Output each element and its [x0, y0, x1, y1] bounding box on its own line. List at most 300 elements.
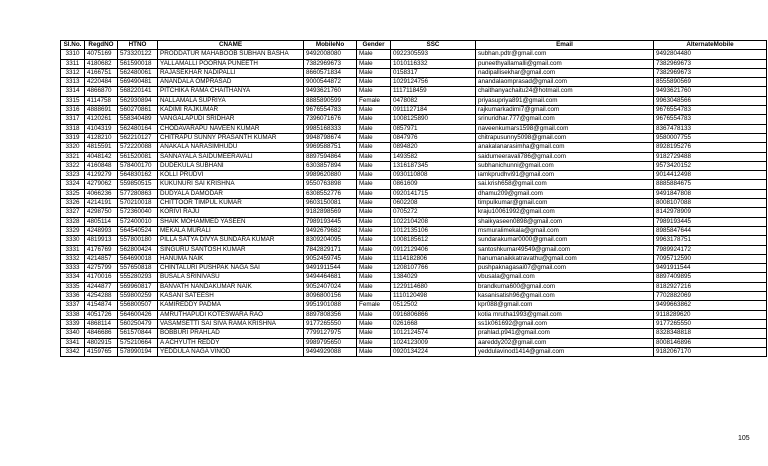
ssc-cell: 0916806866: [391, 310, 476, 319]
regdno-cell: 4104319: [85, 124, 118, 133]
ssc-cell: 1022104208: [391, 217, 476, 226]
htno-cell: 562480061: [118, 68, 158, 77]
ssc-cell: 0602208: [391, 199, 476, 208]
htno-cell: 572360040: [118, 208, 158, 217]
mobileno-cell: 8309204095: [304, 236, 357, 245]
ssc-cell: 0920134224: [391, 347, 476, 356]
regdno-cell: 4846686: [85, 329, 118, 338]
gender-cell: Male: [357, 329, 391, 338]
slno-cell: 3338: [61, 310, 85, 319]
gender-cell: Male: [357, 310, 391, 319]
slno-cell: 3322: [61, 161, 85, 170]
htno-cell: 562930894: [118, 96, 158, 105]
gender-cell: Male: [357, 236, 391, 245]
slno-cell: 3310: [61, 50, 85, 59]
table-row: [61, 310, 767, 319]
htno-cell: 562800424: [118, 245, 158, 254]
mobileno-cell: 9989620880: [304, 171, 357, 180]
htno-cell: 575210664: [118, 338, 158, 347]
cname-cell: CHINTALURI PUSHPAK NAGA SAI: [158, 264, 304, 273]
gender-cell: Male: [357, 124, 391, 133]
ssc-cell: 1008125890: [391, 115, 476, 124]
mobileno-cell: 7989193445: [304, 217, 357, 226]
gender-cell: Male: [357, 217, 391, 226]
alternate-mobile-cell: 8142978909: [654, 208, 767, 217]
regdno-cell: 4048142: [85, 152, 118, 161]
alternate-mobile-cell: 8928195276: [654, 143, 767, 152]
gender-cell: Male: [357, 78, 391, 87]
gender-cell: Male: [357, 152, 391, 161]
cname-cell: MEKALA MURALI: [158, 226, 304, 235]
ssc-cell: 0261668: [391, 319, 476, 328]
mobileno-cell: 7799127975: [304, 329, 357, 338]
ssc-cell: 0861609: [391, 180, 476, 189]
regdno-cell: 4802915: [85, 338, 118, 347]
email-cell: vbusala@gmail.com: [476, 273, 654, 282]
email-cell: aareddy202@gmail.com: [476, 338, 654, 347]
alternate-mobile-cell: 9580007755: [654, 133, 767, 142]
table-row: [61, 59, 767, 68]
alternate-mobile-cell: 9573420152: [654, 161, 767, 170]
gender-cell: Male: [357, 161, 391, 170]
gender-cell: Male: [357, 264, 391, 273]
ssc-cell: 1029124756: [391, 78, 476, 87]
gender-cell: Male: [357, 180, 391, 189]
cname-cell: KORIVI RAJU: [158, 208, 304, 217]
ssc-cell: 1008185612: [391, 236, 476, 245]
alternate-mobile-cell: 9182067170: [654, 347, 767, 356]
regdno-cell: 4051726: [85, 310, 118, 319]
email-cell: timpulkumar@gmail.com: [476, 199, 654, 208]
regdno-cell: 4220484: [85, 78, 118, 87]
mobileno-cell: 9951901088: [304, 301, 357, 310]
slno-cell: 3326: [61, 199, 85, 208]
table-row: [61, 189, 767, 198]
mobileno-cell: 9969588751: [304, 143, 357, 152]
cname-cell: KASANI SATEESH: [158, 292, 304, 301]
alternate-mobile-cell: 9963048566: [654, 96, 767, 105]
htno-cell: 564830162: [118, 171, 158, 180]
gender-cell: Male: [357, 59, 391, 68]
email-cell: puneethyallamalli@gmail.com: [476, 59, 654, 68]
gender-cell: Male: [357, 50, 391, 59]
alternate-mobile-cell: 8328348818: [654, 329, 767, 338]
htno-cell: 570210018: [118, 199, 158, 208]
ssc-cell: 0894820: [391, 143, 476, 152]
cname-cell: SANNAYALA SAIDUMEERAVALI: [158, 152, 304, 161]
cname-cell: PITCHIKA RAMA CHAITHANYA: [158, 87, 304, 96]
header-gender: Gender: [357, 41, 391, 50]
table-row: [61, 115, 767, 124]
mobileno-cell: 7842829171: [304, 245, 357, 254]
mobileno-cell: 9985168333: [304, 124, 357, 133]
email-cell: ss1k061692@gmail.com: [476, 319, 654, 328]
email-cell: subhan.pdtr@gmail.com: [476, 50, 654, 59]
mobileno-cell: 9493621760: [304, 87, 357, 96]
slno-cell: 3336: [61, 292, 85, 301]
cname-cell: VASAMSETTI SAI SIVA RAMA KRISHNA: [158, 319, 304, 328]
gender-cell: Male: [357, 199, 391, 208]
table-row: [61, 96, 767, 105]
gender-cell: Male: [357, 133, 391, 142]
table-row: [61, 199, 767, 208]
htno-cell: 564600426: [118, 310, 158, 319]
regdno-cell: 4075169: [85, 50, 118, 59]
mobileno-cell: 9052407024: [304, 282, 357, 291]
slno-cell: 3315: [61, 96, 85, 105]
email-cell: anandalaomprasad@gmail.com: [476, 78, 654, 87]
cname-cell: KOLLI PRUDVI: [158, 171, 304, 180]
slno-cell: 3337: [61, 301, 85, 310]
alternate-mobile-cell: 9491847808: [654, 189, 767, 198]
table-row: [61, 273, 767, 282]
htno-cell: 559800259: [118, 292, 158, 301]
table-row: [61, 338, 767, 347]
mobileno-cell: 9000544872: [304, 78, 357, 87]
email-cell: dhamu209@gmail.com: [476, 189, 654, 198]
cname-cell: A ACHYUTH REDDY: [158, 338, 304, 347]
htno-cell: 564690018: [118, 254, 158, 263]
slno-cell: 3331: [61, 245, 85, 254]
cname-cell: YALLAMALLI POORNA PUNEETH: [158, 59, 304, 68]
mobileno-cell: 7382969673: [304, 59, 357, 68]
regdno-cell: 4129279: [85, 171, 118, 180]
cname-cell: KAMIREDDY PADMA: [158, 301, 304, 310]
mobileno-cell: 9182898569: [304, 208, 357, 217]
gender-cell: Female: [357, 96, 391, 105]
slno-cell: 3319: [61, 133, 85, 142]
gender-cell: Male: [357, 226, 391, 235]
alternate-mobile-cell: 7989924172: [654, 245, 767, 254]
header-regdno: RegdNO: [85, 41, 118, 50]
slno-cell: 3323: [61, 171, 85, 180]
table-row: [61, 217, 767, 226]
cname-cell: BUSALA SRINIVASU: [158, 273, 304, 282]
regdno-cell: 4868114: [85, 319, 118, 328]
slno-cell: 3340: [61, 329, 85, 338]
htno-cell: 578400170: [118, 161, 158, 170]
slno-cell: 3316: [61, 106, 85, 115]
slno-cell: 3333: [61, 264, 85, 273]
alternate-mobile-cell: 9177265550: [654, 319, 767, 328]
gender-cell: Male: [357, 347, 391, 356]
ssc-cell: 1208107766: [391, 264, 476, 273]
alternate-mobile-cell: 9182729488: [654, 152, 767, 161]
regdno-cell: 4170016: [85, 273, 118, 282]
cname-cell: NALLAMALA SUPRIYA: [158, 96, 304, 105]
regdno-cell: 4244877: [85, 282, 118, 291]
alternate-mobile-cell: 9493621760: [654, 87, 767, 96]
htno-cell: 560270861: [118, 106, 158, 115]
htno-cell: 572400010: [118, 217, 158, 226]
htno-cell: 558340489: [118, 115, 158, 124]
htno-cell: 561570844: [118, 329, 158, 338]
regdno-cell: 4819913: [85, 236, 118, 245]
email-cell: santoshkumar49549@gmail.com: [476, 245, 654, 254]
table-row: [61, 78, 767, 87]
regdno-cell: 4176769: [85, 245, 118, 254]
ssc-cell: 0158317: [391, 68, 476, 77]
regdno-cell: 4160848: [85, 161, 118, 170]
regdno-cell: 4128210: [85, 133, 118, 142]
gender-cell: Male: [357, 319, 391, 328]
regdno-cell: 4888691: [85, 106, 118, 115]
email-cell: msmuralimekala@gmail.com: [476, 226, 654, 235]
table-row: [61, 180, 767, 189]
regdno-cell: 4166751: [85, 68, 118, 77]
mobileno-cell: 9494464681: [304, 273, 357, 282]
htno-cell: 572220088: [118, 143, 158, 152]
mobileno-cell: 9989795650: [304, 338, 357, 347]
cname-cell: SHAIK MOHAMMED YASEEN: [158, 217, 304, 226]
cname-cell: CHITRAPU SUNNY PRASANTH KUMAR: [158, 133, 304, 142]
table-row: [61, 143, 767, 152]
cname-cell: PILLA SATYA DIVYA SUNDARA KUMAR: [158, 236, 304, 245]
header-mobileno: MobileNo: [304, 41, 357, 50]
regdno-cell: 4866870: [85, 87, 118, 96]
ssc-cell: 0930110808: [391, 171, 476, 180]
table-row: [61, 152, 767, 161]
regdno-cell: 4159765: [85, 347, 118, 356]
mobileno-cell: 9494929088: [304, 347, 357, 356]
ssc-cell: 0920141715: [391, 189, 476, 198]
header-ssc: SSC: [391, 41, 476, 50]
regdno-cell: 4120261: [85, 115, 118, 124]
regdno-cell: 4279062: [85, 180, 118, 189]
ssc-cell: 1316187345: [391, 161, 476, 170]
table-row: [61, 236, 767, 245]
cname-cell: HANUMA NAIK: [158, 254, 304, 263]
alternate-mobile-cell: 9492804480: [654, 50, 767, 59]
table-row: [61, 226, 767, 235]
alternate-mobile-cell: 8182927216: [654, 282, 767, 291]
ssc-cell: 1010116332: [391, 59, 476, 68]
slno-cell: 3342: [61, 347, 85, 356]
mobileno-cell: 9603150081: [304, 199, 357, 208]
table-row: [61, 133, 767, 142]
table-row: [61, 87, 767, 96]
htno-cell: 569490481: [118, 78, 158, 87]
table-row: [61, 245, 767, 254]
alternate-mobile-cell: 7702882069: [654, 292, 767, 301]
email-cell: kasanisatish96@gmail.com: [476, 292, 654, 301]
gender-cell: Male: [357, 189, 391, 198]
gender-cell: Male: [357, 245, 391, 254]
alternate-mobile-cell: 8367478133: [654, 124, 767, 133]
regdno-cell: 4066236: [85, 189, 118, 198]
mobileno-cell: 9491911544: [304, 264, 357, 273]
ssc-cell: 0922305593: [391, 50, 476, 59]
regdno-cell: 4275799: [85, 264, 118, 273]
mobileno-cell: 6303857894: [304, 161, 357, 170]
table-row: [61, 106, 767, 115]
mobileno-cell: 8897808356: [304, 310, 357, 319]
slno-cell: 3314: [61, 87, 85, 96]
htno-cell: 557800180: [118, 236, 158, 245]
email-cell: shaikyaseen0898@gmail.com: [476, 217, 654, 226]
slno-cell: 3317: [61, 115, 85, 124]
gender-cell: Male: [357, 115, 391, 124]
gender-cell: Male: [357, 338, 391, 347]
cname-cell: KUKUNURI SAI KRISHNA: [158, 180, 304, 189]
ssc-cell: 0512502: [391, 301, 476, 310]
mobileno-cell: 8660571834: [304, 68, 357, 77]
htno-cell: 560250479: [118, 319, 158, 328]
cname-cell: KADIMI RAJKUMAR: [158, 106, 304, 115]
table-row: [61, 264, 767, 273]
regdno-cell: 4815591: [85, 143, 118, 152]
mobileno-cell: 9177265550: [304, 319, 357, 328]
email-cell: anakalanarasimha@gmail.com: [476, 143, 654, 152]
email-cell: sai.krish658@gmail.com: [476, 180, 654, 189]
htno-cell: 555280293: [118, 273, 158, 282]
email-cell: yeddulavinod1414@gmail.com: [476, 347, 654, 356]
email-cell: kpr088@gmail.com: [476, 301, 654, 310]
ssc-cell: 1114182806: [391, 254, 476, 263]
slno-cell: 3318: [61, 124, 85, 133]
gender-cell: Male: [357, 282, 391, 291]
cname-cell: BANVATH NANDAKUMAR NAIK: [158, 282, 304, 291]
htno-cell: 561520081: [118, 152, 158, 161]
table-row: [61, 124, 767, 133]
alternate-mobile-cell: 9118289620: [654, 310, 767, 319]
gender-cell: Male: [357, 143, 391, 152]
email-cell: priyasupriya891@gmail.com: [476, 96, 654, 105]
cname-cell: CHITTOOR TIMPUL KUMAR: [158, 199, 304, 208]
header-alternate-mobile: AlternateMobile: [654, 41, 767, 50]
gender-cell: Male: [357, 254, 391, 263]
regdno-cell: 4180682: [85, 59, 118, 68]
cname-cell: YEDDULA NAGA VINOD: [158, 347, 304, 356]
slno-cell: 3312: [61, 68, 85, 77]
header-slno: Sl.No.: [61, 41, 85, 50]
alternate-mobile-cell: 9491911544: [654, 264, 767, 273]
alternate-mobile-cell: 7382969673: [654, 59, 767, 68]
mobileno-cell: 6308552776: [304, 189, 357, 198]
table-row: [61, 282, 767, 291]
table-row: [61, 161, 767, 170]
email-cell: brandkuma600@gmail.com: [476, 282, 654, 291]
candidate-table: [60, 40, 767, 357]
regdno-cell: 4154874: [85, 301, 118, 310]
slno-cell: 3328: [61, 217, 85, 226]
alternate-mobile-cell: 9014412498: [654, 171, 767, 180]
htno-cell: 568220141: [118, 87, 158, 96]
htno-cell: 562210127: [118, 133, 158, 142]
htno-cell: 561590018: [118, 59, 158, 68]
email-cell: nadipallisekhar@gmail.com: [476, 68, 654, 77]
table-row: [61, 68, 767, 77]
regdno-cell: 4114758: [85, 96, 118, 105]
email-cell: pushpaknagasai07@gmail.com: [476, 264, 654, 273]
mobileno-cell: 8096800156: [304, 292, 357, 301]
header-email: Email: [476, 41, 654, 50]
alternate-mobile-cell: 9499663862: [654, 301, 767, 310]
alternate-mobile-cell: 8885884675: [654, 180, 767, 189]
alternate-mobile-cell: 9963178751: [654, 236, 767, 245]
alternate-mobile-cell: 7989193445: [654, 217, 767, 226]
ssc-cell: 0847976: [391, 133, 476, 142]
email-cell: rajkumarkadimi7@gmail.com: [476, 106, 654, 115]
email-cell: hanumanaikkatravathu@gmail.com: [476, 254, 654, 263]
header-cname: CNAME: [158, 41, 304, 50]
regdno-cell: 4214857: [85, 254, 118, 263]
htno-cell: 556800507: [118, 301, 158, 310]
ssc-cell: 1012135106: [391, 226, 476, 235]
email-cell: chaithanyachaitu24@hotmail.com: [476, 87, 654, 96]
table-row: [61, 319, 767, 328]
ssc-cell: 0478082: [391, 96, 476, 105]
ssc-cell: 1384029: [391, 273, 476, 282]
slno-cell: 3325: [61, 189, 85, 198]
email-cell: srinuridhar.777@gmail.com: [476, 115, 654, 124]
cname-cell: ANANDALA OMPRASAD: [158, 78, 304, 87]
slno-cell: 3321: [61, 152, 85, 161]
ssc-cell: 1110120498: [391, 292, 476, 301]
table-row: [61, 171, 767, 180]
regdno-cell: 4254288: [85, 292, 118, 301]
ssc-cell: 1012124574: [391, 329, 476, 338]
cname-cell: DUDYALA DAMODAR: [158, 189, 304, 198]
cname-cell: BOBBURI PRAHLAD: [158, 329, 304, 338]
email-cell: subhanichunni@gmail.com: [476, 161, 654, 170]
alternate-mobile-cell: 9676554783: [654, 106, 767, 115]
htno-cell: 557650818: [118, 264, 158, 273]
data-sheet: [60, 40, 766, 357]
mobileno-cell: 9052459745: [304, 254, 357, 263]
ssc-cell: 0912129406: [391, 245, 476, 254]
gender-cell: Male: [357, 208, 391, 217]
gender-cell: Male: [357, 273, 391, 282]
mobileno-cell: 9550763898: [304, 180, 357, 189]
cname-cell: AMRUTHAPUDI KOTESWARA RAO: [158, 310, 304, 319]
cname-cell: VANGALAPUDI SRIDHAR: [158, 115, 304, 124]
table-body: [61, 50, 767, 357]
cname-cell: CHODAVARAPU NAVEEN KUMAR: [158, 124, 304, 133]
table-header-row: [61, 41, 767, 50]
email-cell: kraju10061992@gmail.com: [476, 208, 654, 217]
email-cell: prahlad.p941@gmail.com: [476, 329, 654, 338]
gender-cell: Male: [357, 171, 391, 180]
cname-cell: SINGURU SANTOSH KUMAR: [158, 245, 304, 254]
htno-cell: 564540524: [118, 226, 158, 235]
mobileno-cell: 7396071676: [304, 115, 357, 124]
regdno-cell: 4805114: [85, 217, 118, 226]
ssc-cell: 0705272: [391, 208, 476, 217]
alternate-mobile-cell: 8985847644: [654, 226, 767, 235]
email-cell: saidumeeravali786@gmail.com: [476, 152, 654, 161]
table-row: [61, 50, 767, 59]
regdno-cell: 4248993: [85, 226, 118, 235]
table-row: [61, 254, 767, 263]
regdno-cell: 4298750: [85, 208, 118, 217]
slno-cell: 3330: [61, 236, 85, 245]
gender-cell: Male: [357, 292, 391, 301]
htno-cell: 569960817: [118, 282, 158, 291]
htno-cell: 578990194: [118, 347, 158, 356]
ssc-cell: 1024123009: [391, 338, 476, 347]
cname-cell: PRODDATUR MAHABOOB SUBHAN BASHA: [158, 50, 304, 59]
email-cell: naveenkumars1598@gmail.com: [476, 124, 654, 133]
gender-cell: Female: [357, 301, 391, 310]
slno-cell: 3313: [61, 78, 85, 87]
mobileno-cell: 8897594864: [304, 152, 357, 161]
email-cell: kotia mrutha1993@gmail.com: [476, 310, 654, 319]
table-row: [61, 329, 767, 338]
header-htno: HTNO: [118, 41, 158, 50]
ssc-cell: 1493582: [391, 152, 476, 161]
email-cell: sundarakumar0000@gmail.com: [476, 236, 654, 245]
